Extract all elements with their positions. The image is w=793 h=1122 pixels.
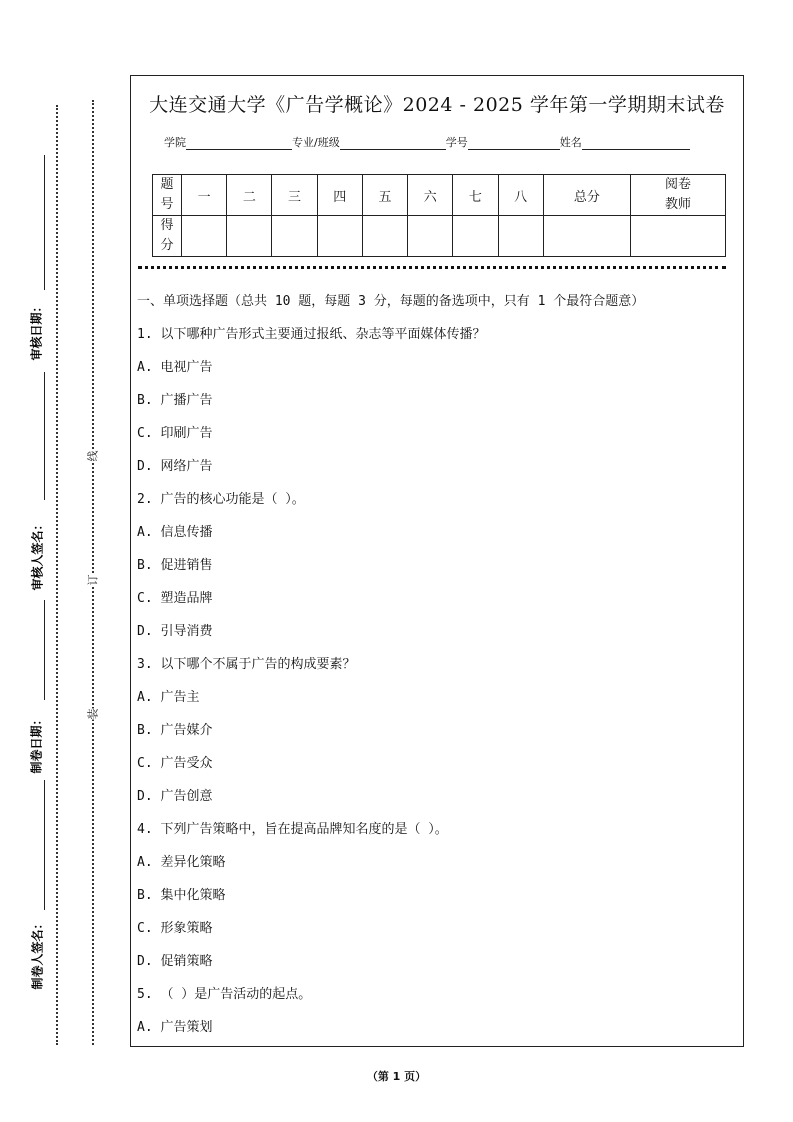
option-line: A. 差异化策略 (137, 855, 226, 870)
binding-char-ding: 订 (86, 574, 100, 586)
paper-date-label: 制卷日期： (29, 713, 44, 774)
option-line: A. 广告主 (137, 690, 200, 705)
reviewer-signature-line (44, 372, 45, 500)
column-header: 七 (453, 175, 498, 216)
binding-char-xian: 线 (86, 450, 100, 462)
column-header: 五 (362, 175, 407, 216)
option-line: C. 形象策略 (137, 921, 213, 936)
name-label: 姓名 (559, 136, 582, 149)
score-cell[interactable] (227, 216, 272, 257)
score-cell[interactable] (408, 216, 453, 257)
binding-dotted-line (92, 100, 94, 1045)
option-line: D. 广告创意 (137, 789, 213, 804)
score-row-header: 得 分 (153, 216, 182, 257)
section-divider (138, 266, 726, 269)
option-line: A. 信息传播 (137, 525, 213, 540)
reviewer-header: 阅卷 教师 (631, 175, 726, 216)
question-2: 2. 广告的核心功能是（ ）。 (137, 492, 305, 507)
college-label: 学院 (164, 136, 186, 149)
paper-date-line (44, 600, 45, 700)
column-header: 三 (272, 175, 317, 216)
column-header: 四 (317, 175, 362, 216)
total-score-cell[interactable] (543, 216, 630, 257)
reviewer-cell[interactable] (631, 216, 726, 257)
score-cell[interactable] (272, 216, 317, 257)
binding-char-zhuang: 装 (86, 708, 100, 720)
student-id-label: 学号 (445, 136, 468, 149)
college-field[interactable] (186, 137, 292, 150)
score-cell[interactable] (317, 216, 362, 257)
option-line: D. 促销策略 (137, 954, 213, 969)
option-line: B. 促进销售 (137, 558, 213, 573)
option-line: B. 广告媒介 (137, 723, 213, 738)
option-line: B. 广播广告 (137, 393, 213, 408)
score-table-score-row (153, 216, 726, 257)
score-cell[interactable] (362, 216, 407, 257)
score-cell[interactable] (498, 216, 543, 257)
score-cell[interactable] (453, 216, 498, 257)
page-number: （第 1 页） (366, 1070, 427, 1083)
review-date-label: 审核日期： (29, 300, 44, 361)
question-1: 1. 以下哪种广告形式主要通过报纸、杂志等平面媒体传播？ (137, 327, 486, 342)
option-line: C. 印刷广告 (137, 426, 213, 441)
student-info-row (164, 134, 690, 150)
name-field[interactable] (582, 137, 690, 150)
exam-title: 大连交通大学《广告学概论》2024 - 2025 学年第一学期期末试卷 (149, 94, 725, 116)
score-cell[interactable] (182, 216, 227, 257)
reviewer-signature-label: 审核人签名： (30, 518, 45, 591)
question-4: 4. 下列广告策略中，旨在提高品牌知名度的是（ ）。 (137, 822, 448, 837)
option-line: C. 塑造品牌 (137, 591, 213, 606)
exam-frame (130, 75, 744, 1047)
score-table (152, 174, 726, 257)
option-line: B. 集中化策略 (137, 888, 226, 903)
paper-maker-signature-label: 制卷人签名： (30, 917, 45, 990)
score-table-header-row (153, 175, 726, 216)
column-header: 六 (408, 175, 453, 216)
major-class-field[interactable] (340, 137, 446, 150)
major-class-label: 专业/班级 (292, 136, 340, 149)
questions-area (137, 292, 741, 1051)
option-line: D. 网络广告 (137, 459, 213, 474)
option-line: C. 广告受众 (137, 756, 213, 771)
option-line: A. 电视广告 (137, 360, 213, 375)
outer-dotted-line (56, 105, 58, 1045)
column-header: 一 (182, 175, 227, 216)
column-header: 二 (227, 175, 272, 216)
column-header: 八 (498, 175, 543, 216)
option-line: A. 广告策划 (137, 1020, 213, 1035)
option-line: D. 引导消费 (137, 624, 213, 639)
question-number-header: 题 号 (153, 175, 182, 216)
student-id-field[interactable] (468, 137, 560, 150)
question-5: 5. （ ）是广告活动的起点。 (137, 987, 312, 1002)
review-date-line (44, 155, 45, 290)
section-title: 一、单项选择题（总共 10 题，每题 3 分，每题的备选项中，只有 1 个最符合题意） (137, 294, 645, 309)
total-score-header: 总分 (543, 175, 630, 216)
paper-maker-signature-line (44, 780, 45, 910)
question-3: 3. 以下哪个不属于广告的构成要素？ (137, 657, 356, 672)
